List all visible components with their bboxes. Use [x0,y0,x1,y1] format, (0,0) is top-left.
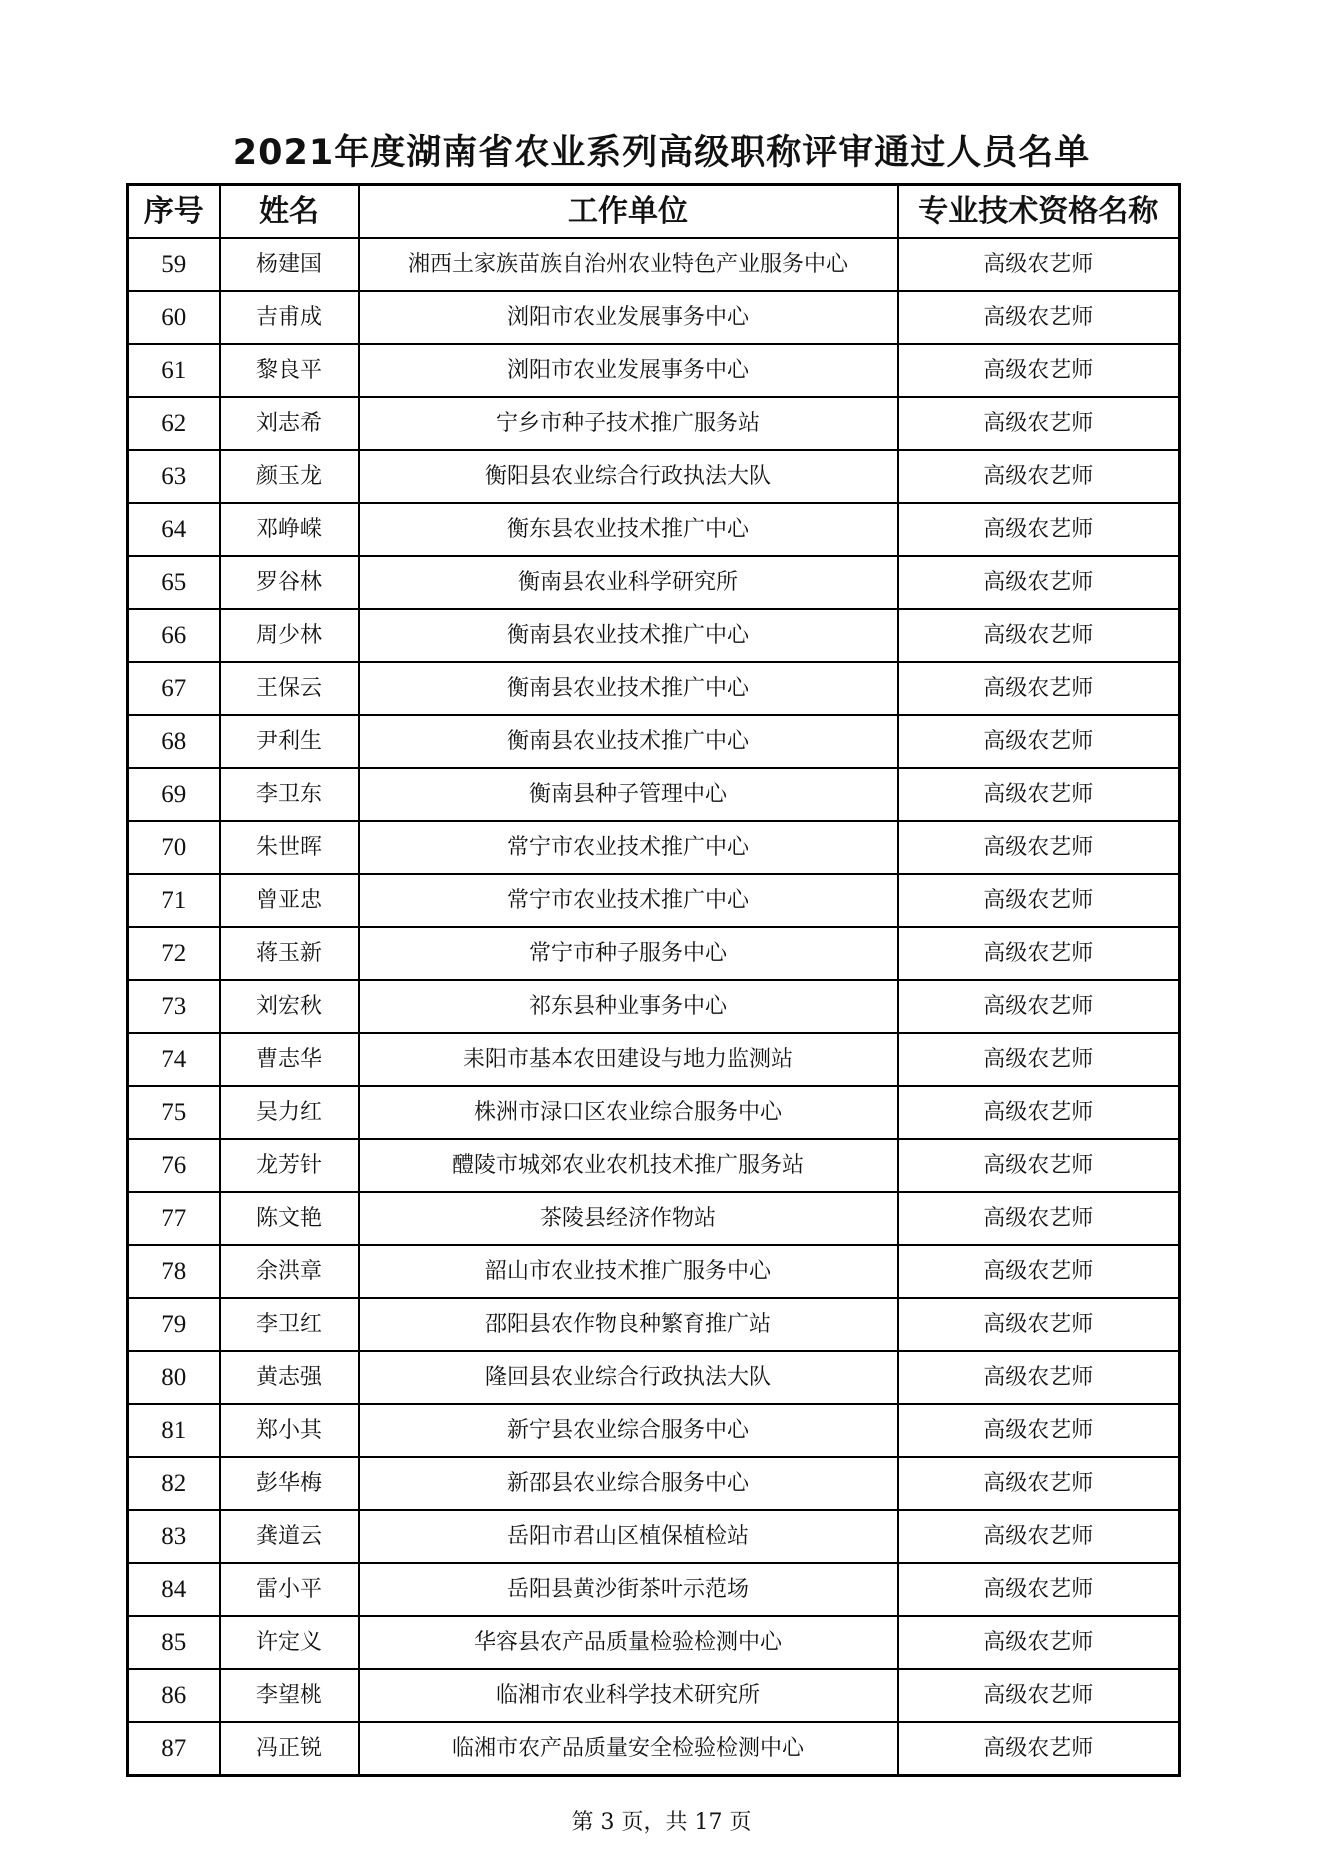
serial-number-cell: 73 [128,980,220,1033]
serial-number-cell: 66 [128,609,220,662]
work-unit-cell: 常宁市农业技术推广中心 [359,874,898,927]
table-row [128,1033,1180,1086]
table-row [128,1616,1180,1669]
work-unit-cell: 衡东县农业技术推广中心 [359,503,898,556]
table-row [128,1457,1180,1510]
work-unit-cell: 邵阳县农作物良种繁育推广站 [359,1298,898,1351]
serial-number-cell: 62 [128,397,220,450]
table-row [128,1510,1180,1563]
column-header-work-unit: 工作单位 [359,185,898,239]
name-cell: 李卫红 [220,1298,359,1351]
name-cell: 罗谷林 [220,556,359,609]
qualification-cell: 高级农艺师 [898,503,1180,556]
table-row [128,238,1180,291]
qualification-cell: 高级农艺师 [898,238,1180,291]
table-row [128,980,1180,1033]
name-cell: 龚道云 [220,1510,359,1563]
serial-number-cell: 87 [128,1722,220,1776]
qualification-cell: 高级农艺师 [898,450,1180,503]
serial-number-cell: 65 [128,556,220,609]
serial-number-cell: 80 [128,1351,220,1404]
name-cell: 朱世晖 [220,821,359,874]
table-row [128,1669,1180,1722]
table-row [128,1139,1180,1192]
qualification-cell: 高级农艺师 [898,1086,1180,1139]
qualification-cell: 高级农艺师 [898,1139,1180,1192]
header-row [128,185,1180,239]
qualification-cell: 高级农艺师 [898,1563,1180,1616]
table-row [128,1563,1180,1616]
serial-number-cell: 84 [128,1563,220,1616]
serial-number-cell: 69 [128,768,220,821]
serial-number-cell: 81 [128,1404,220,1457]
qualification-cell: 高级农艺师 [898,768,1180,821]
serial-number-cell: 74 [128,1033,220,1086]
table-row [128,1722,1180,1776]
qualification-cell: 高级农艺师 [898,662,1180,715]
serial-number-cell: 75 [128,1086,220,1139]
serial-number-cell: 63 [128,450,220,503]
name-cell: 李望桃 [220,1669,359,1722]
serial-number-cell: 60 [128,291,220,344]
work-unit-cell: 茶陵县经济作物站 [359,1192,898,1245]
name-cell: 吉甫成 [220,291,359,344]
name-cell: 尹利生 [220,715,359,768]
document-title: 2021年度湖南省农业系列高级职称评审通过人员名单 [232,133,1091,173]
work-unit-cell: 耒阳市基本农田建设与地力监测站 [359,1033,898,1086]
qualification-cell: 高级农艺师 [898,1192,1180,1245]
serial-number-cell: 85 [128,1616,220,1669]
qualification-cell: 高级农艺师 [898,980,1180,1033]
qualification-cell: 高级农艺师 [898,715,1180,768]
work-unit-cell: 临湘市农产品质量安全检验检测中心 [359,1722,898,1776]
serial-number-cell: 61 [128,344,220,397]
work-unit-cell: 常宁市农业技术推广中心 [359,821,898,874]
name-cell: 陈文艳 [220,1192,359,1245]
qualification-cell: 高级农艺师 [898,1404,1180,1457]
qualification-cell: 高级农艺师 [898,609,1180,662]
work-unit-cell: 华容县农产品质量检验检测中心 [359,1616,898,1669]
serial-number-cell: 82 [128,1457,220,1510]
qualification-cell: 高级农艺师 [898,1616,1180,1669]
name-cell: 郑小其 [220,1404,359,1457]
table-row [128,503,1180,556]
serial-number-cell: 83 [128,1510,220,1563]
table-header [128,185,1180,239]
name-cell: 杨建国 [220,238,359,291]
table-row [128,874,1180,927]
work-unit-cell: 醴陵市城郊农业农机技术推广服务站 [359,1139,898,1192]
name-cell: 李卫东 [220,768,359,821]
qualification-cell: 高级农艺师 [898,397,1180,450]
table-body [128,238,1180,1776]
name-cell: 邓峥嵘 [220,503,359,556]
table-row [128,609,1180,662]
qualification-cell: 高级农艺师 [898,1722,1180,1776]
name-cell: 曹志华 [220,1033,359,1086]
qualification-cell: 高级农艺师 [898,1669,1180,1722]
work-unit-cell: 衡南县农业技术推广中心 [359,609,898,662]
column-header-serial-number: 序号 [128,185,220,239]
name-cell: 冯正锐 [220,1722,359,1776]
work-unit-cell: 宁乡市种子技术推广服务站 [359,397,898,450]
name-cell: 周少林 [220,609,359,662]
qualification-cell: 高级农艺师 [898,874,1180,927]
table-row [128,1298,1180,1351]
work-unit-cell: 衡阳县农业综合行政执法大队 [359,450,898,503]
work-unit-cell: 湘西土家族苗族自治州农业特色产业服务中心 [359,238,898,291]
table-row [128,1192,1180,1245]
personnel-table [126,183,1181,1777]
qualification-cell: 高级农艺师 [898,1510,1180,1563]
serial-number-cell: 76 [128,1139,220,1192]
name-cell: 刘宏秋 [220,980,359,1033]
table-row [128,344,1180,397]
qualification-cell: 高级农艺师 [898,344,1180,397]
serial-number-cell: 64 [128,503,220,556]
work-unit-cell: 隆回县农业综合行政执法大队 [359,1351,898,1404]
name-cell: 吴力红 [220,1086,359,1139]
name-cell: 龙芳针 [220,1139,359,1192]
table-row [128,662,1180,715]
qualification-cell: 高级农艺师 [898,821,1180,874]
table-row [128,450,1180,503]
table-row [128,291,1180,344]
page-footer: 第 3 页，共 17 页 [571,1810,752,1835]
name-cell: 蒋玉新 [220,927,359,980]
name-cell: 彭华梅 [220,1457,359,1510]
table-row [128,556,1180,609]
table-row [128,1351,1180,1404]
serial-number-cell: 77 [128,1192,220,1245]
serial-number-cell: 72 [128,927,220,980]
work-unit-cell: 常宁市种子服务中心 [359,927,898,980]
name-cell: 许定义 [220,1616,359,1669]
qualification-cell: 高级农艺师 [898,556,1180,609]
qualification-cell: 高级农艺师 [898,1457,1180,1510]
serial-number-cell: 86 [128,1669,220,1722]
serial-number-cell: 79 [128,1298,220,1351]
qualification-cell: 高级农艺师 [898,1298,1180,1351]
name-cell: 曾亚忠 [220,874,359,927]
table-row [128,397,1180,450]
name-cell: 雷小平 [220,1563,359,1616]
work-unit-cell: 新邵县农业综合服务中心 [359,1457,898,1510]
table-row [128,821,1180,874]
name-cell: 颜玉龙 [220,450,359,503]
table-row [128,1404,1180,1457]
work-unit-cell: 浏阳市农业发展事务中心 [359,344,898,397]
table-row [128,1086,1180,1139]
qualification-cell: 高级农艺师 [898,927,1180,980]
work-unit-cell: 衡南县农业技术推广中心 [359,715,898,768]
column-header-name: 姓名 [220,185,359,239]
name-cell: 余洪章 [220,1245,359,1298]
name-cell: 黄志强 [220,1351,359,1404]
qualification-cell: 高级农艺师 [898,1351,1180,1404]
work-unit-cell: 临湘市农业科学技术研究所 [359,1669,898,1722]
serial-number-cell: 59 [128,238,220,291]
name-cell: 刘志希 [220,397,359,450]
work-unit-cell: 衡南县农业技术推广中心 [359,662,898,715]
work-unit-cell: 岳阳市君山区植保植检站 [359,1510,898,1563]
work-unit-cell: 韶山市农业技术推广服务中心 [359,1245,898,1298]
work-unit-cell: 衡南县农业科学研究所 [359,556,898,609]
column-header-qualification: 专业技术资格名称 [898,185,1180,239]
table-row [128,927,1180,980]
serial-number-cell: 68 [128,715,220,768]
work-unit-cell: 新宁县农业综合服务中心 [359,1404,898,1457]
table-row [128,715,1180,768]
work-unit-cell: 浏阳市农业发展事务中心 [359,291,898,344]
serial-number-cell: 71 [128,874,220,927]
table-row [128,1245,1180,1298]
serial-number-cell: 67 [128,662,220,715]
serial-number-cell: 78 [128,1245,220,1298]
work-unit-cell: 祁东县种业事务中心 [359,980,898,1033]
name-cell: 王保云 [220,662,359,715]
work-unit-cell: 衡南县种子管理中心 [359,768,898,821]
qualification-cell: 高级农艺师 [898,1245,1180,1298]
serial-number-cell: 70 [128,821,220,874]
table-row [128,768,1180,821]
qualification-cell: 高级农艺师 [898,291,1180,344]
work-unit-cell: 岳阳县黄沙街茶叶示范场 [359,1563,898,1616]
qualification-cell: 高级农艺师 [898,1033,1180,1086]
name-cell: 黎良平 [220,344,359,397]
work-unit-cell: 株洲市渌口区农业综合服务中心 [359,1086,898,1139]
